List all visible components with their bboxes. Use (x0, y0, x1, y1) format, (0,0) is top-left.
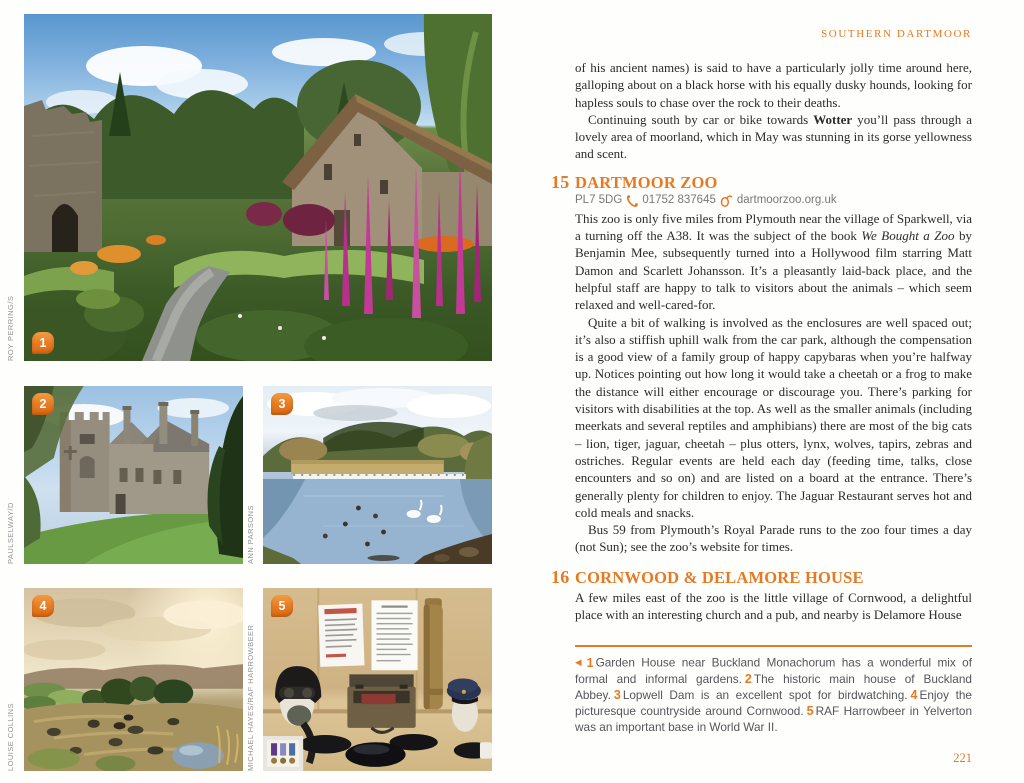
documents (318, 600, 417, 670)
caption-text: Lopwell Dam is an excellent spot for birdwatching. (622, 687, 908, 702)
place-name-bold: Wotter (813, 111, 853, 127)
phone-icon (626, 194, 638, 207)
photo-credit: PAULSELWAY/D (6, 502, 15, 564)
caption-text: RAF Harrowbeer in Yelverton was an important base in World War II. (575, 703, 973, 734)
section-number: 15 (551, 171, 570, 192)
caps-and-medals (263, 734, 492, 771)
intro-paragraph-1: of his ancient names) is said to have a particularly jolly time around here, galloping about on a black horse with his equally dusky hounds, looking for hapless souls to chase over the rock to their deaths. (575, 60, 972, 110)
caption-text: Garden House near Buckland Monachorum has a wonderful mix of formal and informal gardens. (575, 655, 972, 686)
photo-raf-harrowbeer (263, 588, 492, 771)
photo-credit: ROY PERRING/S (6, 295, 15, 361)
photo-number-badge: 3 (271, 393, 293, 415)
cornwood-paragraph-1: A few miles east of the zoo is the little village of Cornwood, a delightful place with an interesting church and a pub, and nearby is Delamore House (575, 589, 972, 623)
left-triangle-icon: ◀ (575, 657, 585, 668)
caption-number: 5 (806, 703, 814, 718)
section-heading-cornwood (551, 566, 972, 588)
wooden-box (347, 674, 415, 732)
postcode: PL7 5DG (575, 194, 623, 207)
book-title-italic: We Bought a Zoo (861, 228, 955, 244)
brass-shell (424, 598, 443, 709)
photo-number-badge: 2 (32, 393, 54, 415)
caption-text: The historic main house of Buckland Abbey. (575, 671, 972, 702)
photo-cornwood-countryside (24, 588, 243, 771)
photo-credit: LOUISE COLLINS (6, 703, 15, 771)
text-column (551, 28, 973, 766)
intro-paragraph-2 (575, 111, 972, 163)
photo-captions (575, 654, 972, 735)
running-head: SOUTHERN DARTMOOR (821, 28, 972, 40)
photo-raf-harrowbeer-art (263, 588, 492, 771)
caption-number: 4 (910, 687, 918, 702)
website-url: dartmoorzoo.org.uk (736, 194, 837, 207)
sky-clouds (24, 598, 243, 660)
moor-foreground (24, 703, 243, 771)
photo-lopwell-dam (263, 386, 492, 564)
zoo-p1-text: This zoo is only five miles from Plymouth near the village of Sparkwell, via a turning off the A38. It was the subject of the book (575, 210, 972, 244)
mouse-icon (720, 194, 733, 207)
clouds (267, 388, 491, 421)
photo-buckland-abbey-art (24, 386, 243, 564)
photo-credit: MICHAEL HAYES/RAF HARROWBEER (246, 624, 255, 771)
photo-credit: ANN PARSONS (246, 505, 255, 564)
intro-p2-text: Continuing south by car or bike towards (588, 111, 814, 127)
caption-divider (575, 645, 972, 647)
photo-number-badge: 1 (32, 332, 54, 354)
caption-number: 2 (744, 671, 752, 686)
section-heading-dartmoor-zoo (551, 171, 972, 193)
section-title: DARTMOOR ZOO (575, 172, 718, 192)
photo-buckland-abbey (24, 386, 243, 564)
intro-p2-text: you’ll pass through a lovely area of moorland, which in May was stunning in its gorse yellowness and scent. (575, 111, 972, 162)
zoo-p1-text: by Benjamin Mee, subsequently turned into a Hollywood film starring Matt Damon and Scarlett Johansson. It’s a pleasantly laid-back place, and the helpful staff are happy to talk to visitors about the animals – which seem relaxed and well-cared-for. (575, 228, 973, 313)
zoo-paragraph-1 (575, 210, 972, 314)
abbey-building (60, 402, 209, 514)
page-number: 221 (953, 750, 972, 765)
photo-number-badge: 5 (271, 595, 293, 617)
phone-number: 01752 837645 (642, 194, 716, 207)
section-title: CORNWOOD & DELAMORE HOUSE (575, 567, 864, 587)
photo-lopwell-dam-art (263, 386, 492, 564)
zoo-paragraph-2: Quite a bit of walking is involved as the enclosures are well spaced out; it’s also a stiffish uphill walk from the car park, although the compensation is a good view of a family group of happy capybaras when you’re halfway up. Notices pointing out how long it would take a cheetah or a frog to make the distance will either encourage or discourage you. There’s parking for visitors with disabilities at the top. As well as the smaller animals (including meerkats and several reptiles and amphibians) there are most of the big cats – lion, tiger, jaguar, cheetah – plus otters, lynx, wolves, tapirs, zebras and ostriches. Regular events are held each day (feeding time, talks, close encounters and so on) and are listed on a board at the entrance. There’s generally plenty for children to enjoy. The Jaguar Restaurant serves hot and cold meals and snacks. (575, 314, 972, 520)
section-number: 16 (551, 566, 570, 587)
photo-garden-house-art (24, 14, 492, 361)
caption-number: 1 (586, 655, 594, 670)
dam-weir (291, 460, 466, 479)
photo-garden-house (24, 14, 492, 361)
zoo-paragraph-3: Bus 59 from Plymouth’s Royal Parade runs to the zoo four times a day (not Sun); see the zoo’s website for times. (575, 522, 972, 555)
contact-line (575, 194, 972, 207)
caption-number: 3 (613, 687, 621, 702)
photo-number-badge: 4 (32, 595, 54, 617)
peaked-cap-mannequin (447, 678, 481, 731)
caption-text: Enjoy the picturesque countryside around Cornwood. (575, 687, 972, 718)
photo-cornwood-countryside-art (24, 588, 243, 771)
ruined-tower (24, 100, 102, 252)
